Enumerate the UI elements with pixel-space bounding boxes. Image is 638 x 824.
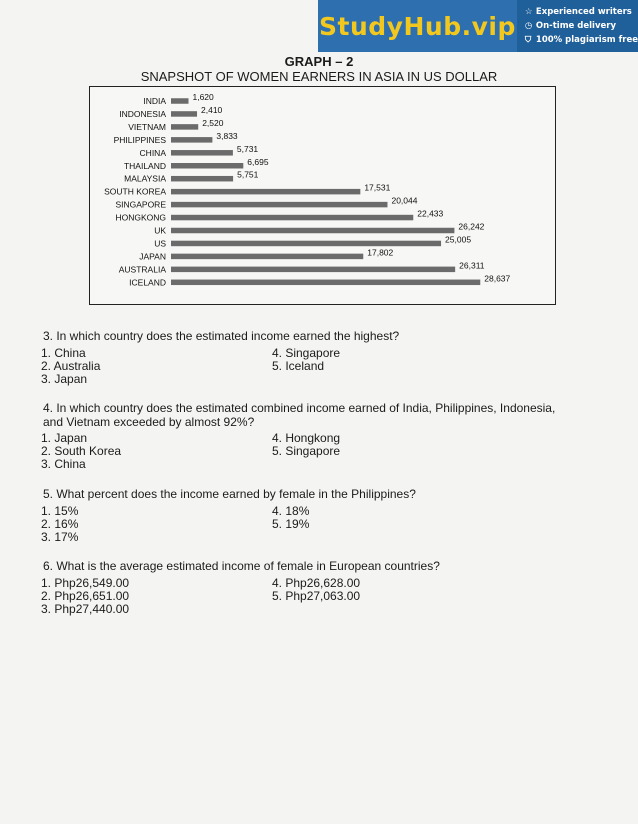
option: 2. 16% — [41, 516, 79, 531]
question-stem-line2: and Vietnam exceeded by almost 92%? — [43, 414, 255, 429]
perk-item — [525, 5, 638, 19]
bar — [171, 124, 198, 129]
graph-title: SNAPSHOT OF WOMEN EARNERS IN ASIA IN US DOLLAR — [140, 69, 498, 84]
bar — [171, 202, 387, 208]
option: 4. Hongkong — [272, 431, 341, 445]
bar — [171, 280, 480, 286]
bar — [171, 228, 454, 234]
value-label: 2,410 — [201, 104, 223, 115]
option: 4. 18% — [272, 503, 310, 518]
question-5 — [43, 488, 416, 544]
value-label: 5,751 — [237, 169, 259, 180]
value-label: 20,044 — [391, 195, 418, 206]
country-label: PHILIPPINES — [113, 134, 166, 145]
value-label: 25,005 — [445, 234, 472, 245]
question-stem: 5. What percent does the income earned by female in the Philippines? — [43, 487, 416, 501]
option: 2. Australia — [41, 358, 101, 373]
perk-item — [525, 33, 638, 47]
option: 5. Singapore — [272, 444, 341, 458]
option: 3. China — [41, 457, 86, 471]
country-label: AUSTRALIA — [118, 264, 166, 275]
value-label: 28,637 — [484, 273, 511, 284]
option: 5. Php27,063.00 — [272, 588, 361, 603]
bar — [171, 137, 212, 143]
perk-item — [525, 19, 638, 33]
value-label: 5,731 — [236, 143, 259, 154]
country-label: CHINA — [139, 147, 166, 158]
value-label: 26,242 — [458, 221, 485, 232]
value-label: 1,620 — [192, 92, 214, 102]
studyhub-logo[interactable]: StudyHub.vip — [318, 0, 517, 52]
country-label: HONGKONG — [115, 212, 166, 223]
question-4 — [43, 402, 555, 471]
perk-text: On-time delivery — [535, 21, 616, 31]
bar — [171, 241, 441, 247]
option: 2. Php26,651.00 — [41, 588, 130, 603]
country-label: US — [154, 238, 166, 249]
value-label: 17,802 — [367, 247, 394, 258]
bar — [171, 254, 363, 260]
value-label: 17,531 — [364, 182, 391, 193]
graph-label: GRAPH – 2 — [284, 54, 354, 69]
option: 1. 15% — [41, 503, 79, 518]
bar — [171, 150, 233, 156]
country-label: INDONESIA — [119, 108, 166, 119]
option: 2. South Korea — [41, 444, 122, 458]
option: 3. 17% — [41, 529, 79, 544]
question-3 — [43, 330, 399, 386]
bar — [171, 98, 188, 104]
country-label: VIETNAM — [128, 121, 166, 132]
option: 5. Iceland — [272, 358, 325, 373]
bar — [171, 215, 413, 221]
country-label: SINGAPORE — [115, 199, 166, 210]
bar — [171, 111, 197, 117]
option: 1. China — [41, 345, 86, 360]
bar — [171, 163, 243, 169]
perk-text: 100% plagiarism free — [535, 35, 638, 45]
question-6 — [43, 560, 440, 616]
chart-svg — [90, 87, 555, 304]
bar — [171, 176, 233, 182]
country-label: SOUTH KOREA — [104, 186, 166, 197]
bar — [171, 189, 360, 195]
value-label: 26,311 — [459, 260, 485, 271]
option: 4. Php26,628.00 — [272, 575, 361, 590]
perks-list — [517, 0, 638, 52]
value-label: 2,520 — [202, 117, 224, 128]
country-label: UK — [154, 225, 166, 236]
question-stem: 3. In which country does the estimated income earned the highest? — [43, 329, 400, 343]
star-icon: ☆ — [524, 7, 533, 17]
option: 1. Japan — [41, 431, 88, 445]
clock-icon: ◷ — [524, 21, 533, 31]
country-label: MALAYSIA — [124, 173, 166, 184]
value-label: 3,833 — [216, 130, 238, 141]
option: 3. Japan — [41, 371, 88, 386]
bar — [171, 267, 455, 273]
value-label: 6,695 — [247, 156, 269, 167]
question-stem: 6. What is the average estimated income of female in European countries? — [43, 559, 440, 573]
value-label: 22,433 — [417, 208, 444, 219]
bar-chart — [89, 86, 556, 305]
perk-text: Experienced writers — [535, 7, 632, 17]
option: 3. Php27,440.00 — [41, 601, 130, 616]
country-label: ICELAND — [129, 277, 166, 288]
shield-icon: ⛉ — [524, 35, 532, 45]
country-label: THAILAND — [123, 160, 166, 171]
question-stem: 4. In which country does the estimated combined income earned of India, Philippines, Indonesia, — [43, 401, 556, 415]
promo-banner[interactable] — [318, 0, 638, 52]
option: 1. Php26,549.00 — [41, 575, 130, 590]
option: 5. 19% — [272, 516, 310, 531]
country-label: INDIA — [143, 96, 166, 106]
option: 4. Singapore — [272, 345, 341, 360]
country-label: JAPAN — [139, 251, 166, 262]
